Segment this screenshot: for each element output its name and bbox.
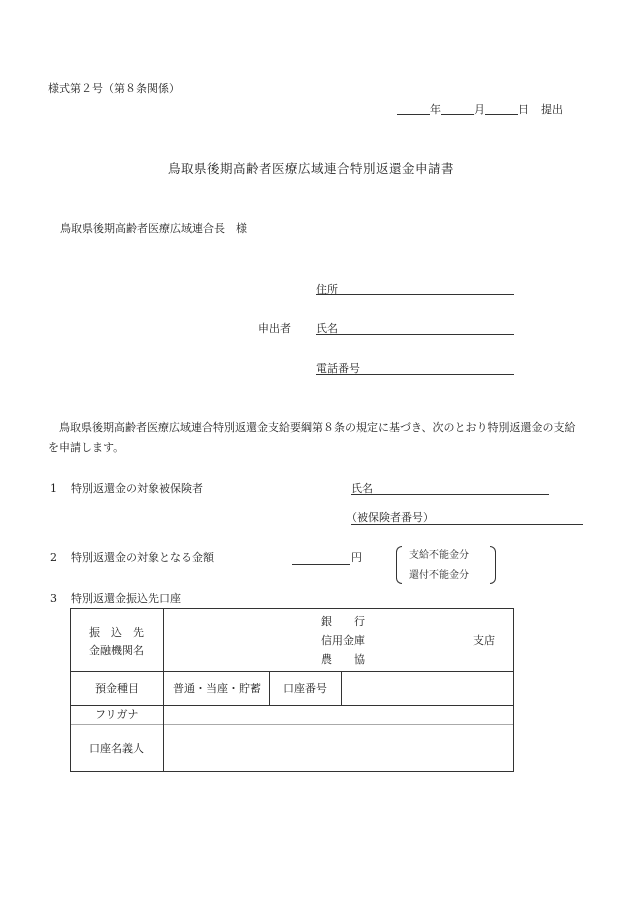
item1-number: 1	[50, 482, 57, 495]
insured-number-field[interactable]	[351, 524, 583, 525]
account-holder-label: 口座名義人	[89, 742, 144, 755]
bank-label-line2: 金融機関名	[89, 644, 144, 657]
address-field[interactable]	[316, 294, 514, 295]
option-unpayable: 支給不能金分	[409, 550, 469, 561]
deposit-type-label: 預金種目	[95, 682, 139, 695]
bank-account-table	[70, 608, 514, 772]
deposit-type-options[interactable]: 普通・当座・貯蓄	[173, 682, 261, 695]
phone-field[interactable]	[316, 374, 514, 375]
name-field[interactable]	[316, 334, 514, 335]
item3-number: 3	[50, 592, 57, 605]
yen-label: 円	[351, 551, 362, 564]
bank-type-nokyo: 農 協	[321, 653, 365, 666]
account-holder-field[interactable]	[164, 725, 513, 771]
bank-type-bank: 銀 行	[321, 615, 365, 628]
year-label: 年	[430, 103, 441, 116]
phone-label: 電話番号	[316, 362, 360, 375]
bank-label-line1: 振 込 先	[89, 626, 144, 639]
account-number-label: 口座番号	[283, 682, 327, 695]
option-unrefundable: 還付不能金分	[409, 570, 469, 581]
insured-name-field[interactable]	[351, 494, 549, 495]
account-number-field[interactable]	[342, 672, 513, 705]
item3-label: 特別返還金振込先口座	[71, 592, 181, 605]
address-label: 住所	[316, 283, 338, 296]
item1-label: 特別返還金の対象被保険者	[71, 482, 203, 495]
month-label: 月	[474, 103, 485, 116]
column-divider	[269, 671, 270, 705]
submit-label: 提出	[541, 103, 563, 116]
name-label: 氏名	[316, 322, 338, 335]
document-title: 鳥取県後期高齢者医療広域連合特別返還金申請書	[168, 161, 455, 176]
insured-number-label: （被保険者番号）	[346, 511, 434, 524]
form-number: 様式第２号（第８条関係）	[48, 82, 180, 95]
day-field[interactable]	[485, 103, 518, 115]
bank-type-shinkin: 信用金庫	[321, 634, 365, 647]
item2-number: 2	[50, 551, 57, 564]
body-text: 鳥取県後期高齢者医療広域連合特別返還金支給要綱第８条の規定に基づき、次のとおり特別返還金の支給を申請します。	[48, 421, 576, 454]
bank-name-field[interactable]	[164, 609, 513, 671]
branch-label: 支店	[473, 634, 495, 647]
day-label: 日	[518, 103, 529, 116]
applicant-label: 申出者	[258, 322, 291, 335]
item2-label: 特別返還金の対象となる金額	[71, 551, 214, 564]
right-bracket	[490, 546, 496, 584]
insured-name-label: 氏名	[351, 482, 373, 495]
date-line	[397, 103, 563, 115]
furigana-field[interactable]	[164, 706, 513, 724]
furigana-label: フリガナ	[95, 708, 139, 721]
left-bracket	[396, 546, 402, 584]
year-field[interactable]	[397, 103, 430, 115]
month-field[interactable]	[441, 103, 474, 115]
addressee: 鳥取県後期高齢者医療広域連合長 様	[60, 222, 247, 235]
amount-field[interactable]	[292, 564, 350, 565]
